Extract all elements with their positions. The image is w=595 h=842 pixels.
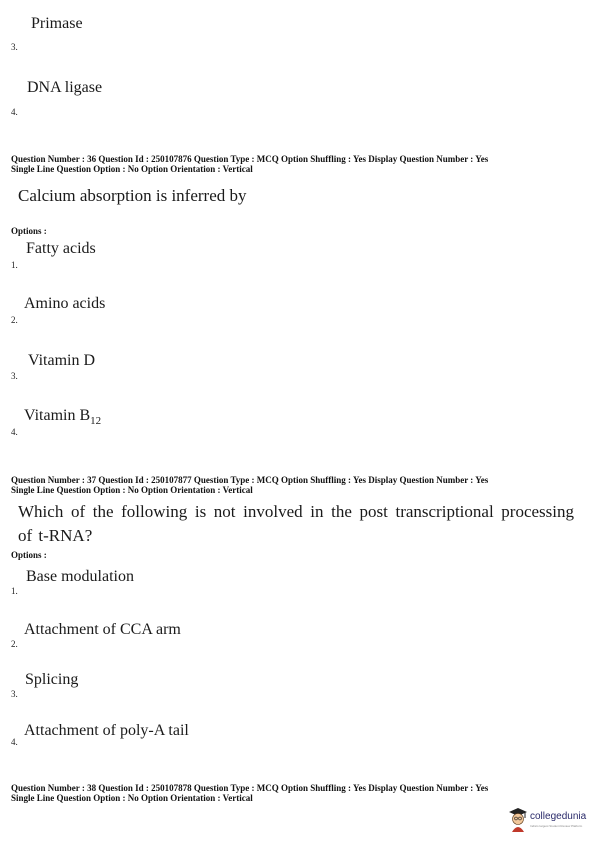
q36-option-1-number: 1.	[11, 260, 18, 270]
q36-options-label: Options :	[11, 226, 47, 236]
q37-options-label: Options :	[11, 550, 47, 560]
q36-option-4-text: Vitamin $B_{12}$	[24, 407, 102, 428]
q36-option-3-number: 3.	[11, 371, 18, 381]
q37-option-1-text: Base modulation	[26, 568, 134, 585]
q37-option-4-text: Attachment of poly-A tail	[24, 722, 189, 739]
prev-option-4-text: DNA ligase	[27, 79, 103, 96]
prev-option-3-text: Primase	[31, 15, 83, 32]
student-mascot-icon	[508, 807, 528, 833]
q36-option-3-text: Vitamin D	[28, 352, 96, 369]
q37-option-3-number: 3.	[11, 689, 18, 699]
q37-question-text: Which of the following is not involved in the post transcriptional processing of t-RNA?	[18, 502, 574, 545]
collegedunia-logo	[508, 807, 592, 835]
q38-meta-line-2: Single Line Question Option : No Option Orientation : Vertical	[11, 793, 253, 803]
q38-meta-line-1: Question Number : 38 Question Id : 250107878 Question Type : MCQ Option Shuffling : Yes Display Question Number : Yes	[11, 783, 489, 793]
q37-option-2-text: Attachment of CCA arm	[24, 621, 181, 638]
q36-option-4-subscript: 12	[90, 415, 102, 428]
q37-option-3-text: Splicing	[25, 671, 79, 688]
q36-option-2-text: Amino acids	[24, 295, 106, 312]
prev-option-3-number: 3.	[11, 42, 18, 52]
logo-tagline: India's largest Student Review Platform	[530, 824, 583, 828]
q36-question-text: Calcium absorption is inferred by	[18, 186, 247, 205]
q36-meta-line-1: Question Number : 36 Question Id : 250107876 Question Type : MCQ Option Shuffling : Yes Display Question Number : Yes	[11, 154, 489, 164]
q36-option-2-number: 2.	[11, 315, 18, 325]
q36-option-4-number: 4.	[11, 427, 18, 437]
q37-option-1-number: 1.	[11, 586, 18, 596]
q36-meta-line-2: Single Line Question Option : No Option Orientation : Vertical	[11, 164, 253, 174]
q37-option-4-number: 4.	[11, 737, 18, 747]
q36-option-1-text: Fatty acids	[26, 240, 96, 257]
q37-option-2-number: 2.	[11, 639, 18, 649]
logo-wordmark: collegedunia	[530, 811, 587, 822]
q37-meta-line-2: Single Line Question Option : No Option Orientation : Vertical	[11, 485, 253, 495]
q37-meta-line-1: Question Number : 37 Question Id : 250107877 Question Type : MCQ Option Shuffling : Yes Display Question Number : Yes	[11, 475, 489, 485]
prev-option-4-number: 4.	[11, 107, 18, 117]
